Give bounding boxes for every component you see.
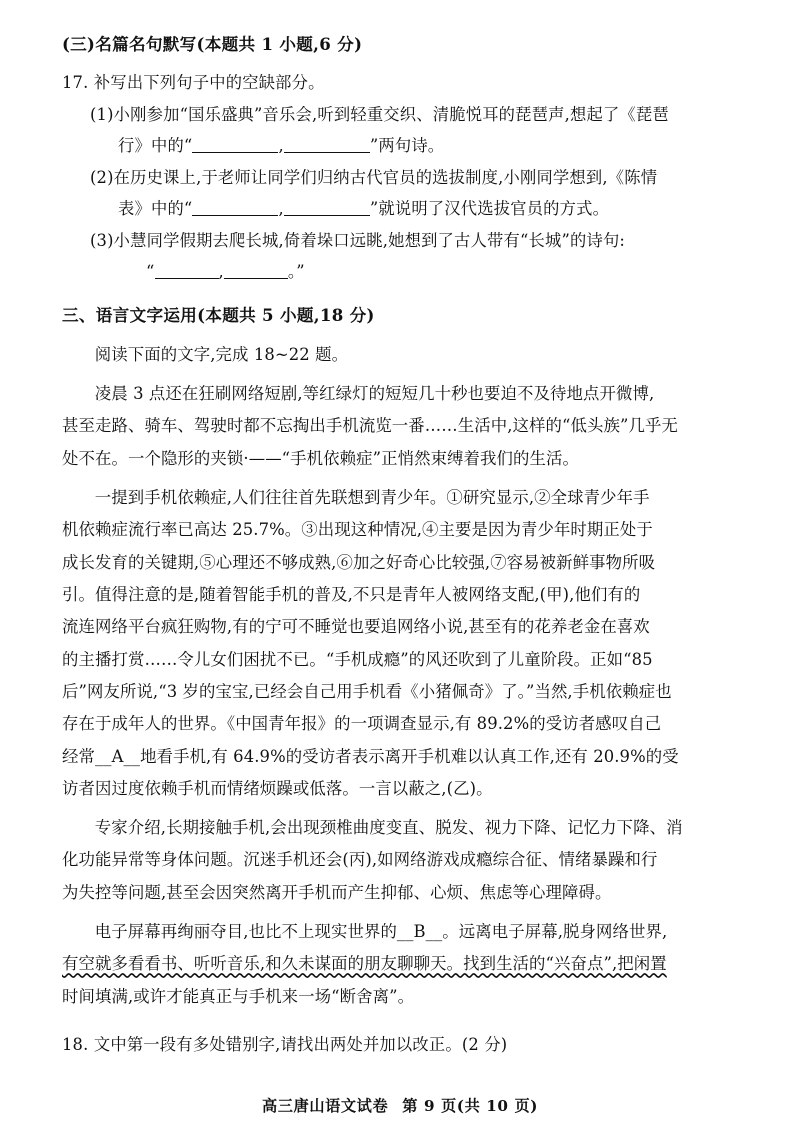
answer-blank[interactable] [224,262,288,279]
q17-item-3-mid: , [218,261,224,281]
passage-paragraph-4 [62,916,742,1013]
q17-item-1-line-2 [118,130,742,161]
footer-page-number: 第 9 页(共 10 页) [402,1097,539,1115]
paragraph-line: 为失控等问题,甚至会因突然离开手机而产生抑郁、心烦、焦虑等心理障碍。 [62,882,612,902]
q17-item-1-mid: , [278,136,284,156]
paragraph-line: 经常__A__地看手机,有 64.9%的受访者表示离开手机难以认真工作,还有 20.9%的受 [62,746,679,766]
section-heading-yuyan: 三、语言文字运用(本题共 5 小题,18 分) [62,305,375,326]
paragraph-line: 的主播打赏……令儿女们困扰不已。“手机成瘾”的风还吹到了儿童阶段。正如“85 [62,649,653,669]
question-18-stem: 18. 文中第一段有多处错别字,请找出两处并加以改正。(2 分) [62,1035,508,1054]
answer-blank[interactable] [155,262,219,279]
q17-item-2-mid: , [278,199,284,219]
paragraph-line: 一提到手机依赖症,人们往往首先联想到青少年。①研究显示,②全球青少年手 [94,488,650,507]
answer-blank[interactable] [284,199,370,216]
q17-item-2-post: ”就说明了汉代选拔官员的方式。 [369,199,610,219]
q17-item-1-post: ”两句诗。 [369,136,445,156]
paragraph-text: 甚至走路、骑车、驾驶时都不忘掏出手机流览一番……生活中,这样的“低头族”几乎无 [62,416,678,436]
paragraph-line: 电子屏幕再绚丽夺目,也比不上现实世界的__B__。远离电子屏幕,脱身网络世界, [94,922,668,942]
paragraph-line [62,410,742,442]
passage-paragraph-1 [62,378,742,475]
answer-blank[interactable] [192,199,278,216]
paragraph-line: 凌晨 3 点还在狂刷网络短剧,等红绿灯的短短几十秒也要迫不及待地点开微博, [94,384,655,404]
q17-item-2-pre: 表》中的“ [118,199,193,219]
q17-item-3-line-1: (3)小慧同学假期去爬长城,倚着垛口远眺,她想到了古人带有“长城”的诗句: [90,230,626,250]
paragraph-line: 处不在。一个隐形的夹锁·——“手机依赖症”正悄然束缚着我们的生活。 [62,448,579,468]
reading-instruction: 阅读下面的文字,完成 18~22 题。 [94,344,349,364]
paragraph-line: 引。值得注意的是,随着智能手机的普及,不只是青年人被网络支配,(甲),他们有的 [62,584,641,604]
answer-blank[interactable] [192,136,278,153]
page-footer [0,1095,800,1116]
spacer [62,909,742,916]
paragraph-line: 访者因过度依赖手机而情绪烦躁或低落。一言以蔽之,(乙)。 [62,778,493,798]
spacer [62,287,742,299]
q17-item-2-line-2 [118,193,742,224]
paragraph-line: 时间填满,或许才能真正与手机来一场“断舍离”。 [62,986,415,1006]
paragraph-line: 专家介绍,长期接触手机,会出现颈椎曲度变直、脱发、视力下降、记忆力下降、消 [94,818,683,838]
q17-item-1-line-1: (1)小刚参加“国乐盛典”音乐会,听到轻重交织、清脆悦耳的琵琶声,想起了《琵琶 [90,104,669,124]
paragraph-line: 机依赖症流行率已高达 25.7%。③出现这种情况,④主要是因为青少年时期正处于 [62,520,653,540]
passage-paragraph-3 [62,812,742,909]
q17-item-2-line-1: (2)在历史课上,于老师让同学们归纳古代官员的选拔制度,小刚同学想到,《陈情 [90,167,658,187]
paragraph-line: 后”网友所说,“3 岁的宝宝,已经会自己用手机看《小猪佩奇》了。”当然,手机依赖症也 [62,681,672,701]
spacer [62,805,742,812]
paragraph-line: 成长发育的关键期,⑤心理还不够成熟,⑥加之好奇心比较强,⑦容易被新鲜事物所吸 [62,552,656,572]
footer-title: 高三唐山语文试卷 [261,1097,389,1115]
question-17-stem: 17. 补写出下列句子中的空缺部分。 [62,73,325,93]
q17-item-3-line-2 [146,256,742,287]
spacer [62,475,742,482]
q17-item-3-post: 。” [287,261,305,281]
spacer [62,60,742,67]
q17-item-1-pre: 行》中的“ [118,136,193,156]
section-heading-mingpian: (三)名篇名句默写(本题共 1 小题,6 分) [62,34,363,54]
paragraph-line: 化功能异常等身体问题。沉迷手机还会(丙),如网络游戏成瘾综合征、情绪暴躁和行 [62,850,658,870]
passage-paragraph-2 [62,482,742,805]
paragraph-line: 流连网络平台疯狂购物,有的宁可不睡觉也要追网络小说,甚至有的花养老金在喜欢 [62,617,650,637]
paragraph-line-wavy-underline: 有空就多看看书、听听音乐,和久未谋面的朋友聊聊天。找到生活的“兴奋点”,把闲置 [62,954,667,974]
spacer [62,371,742,378]
q17-item-3-pre: “ [146,261,155,281]
spacer [62,1013,742,1029]
paragraph-line: 存在于成年人的世界。《中国青年报》的一项调查显示,有 89.2%的受访者感叹自己 [62,714,662,734]
answer-blank[interactable] [284,136,370,153]
spacer [62,332,742,339]
